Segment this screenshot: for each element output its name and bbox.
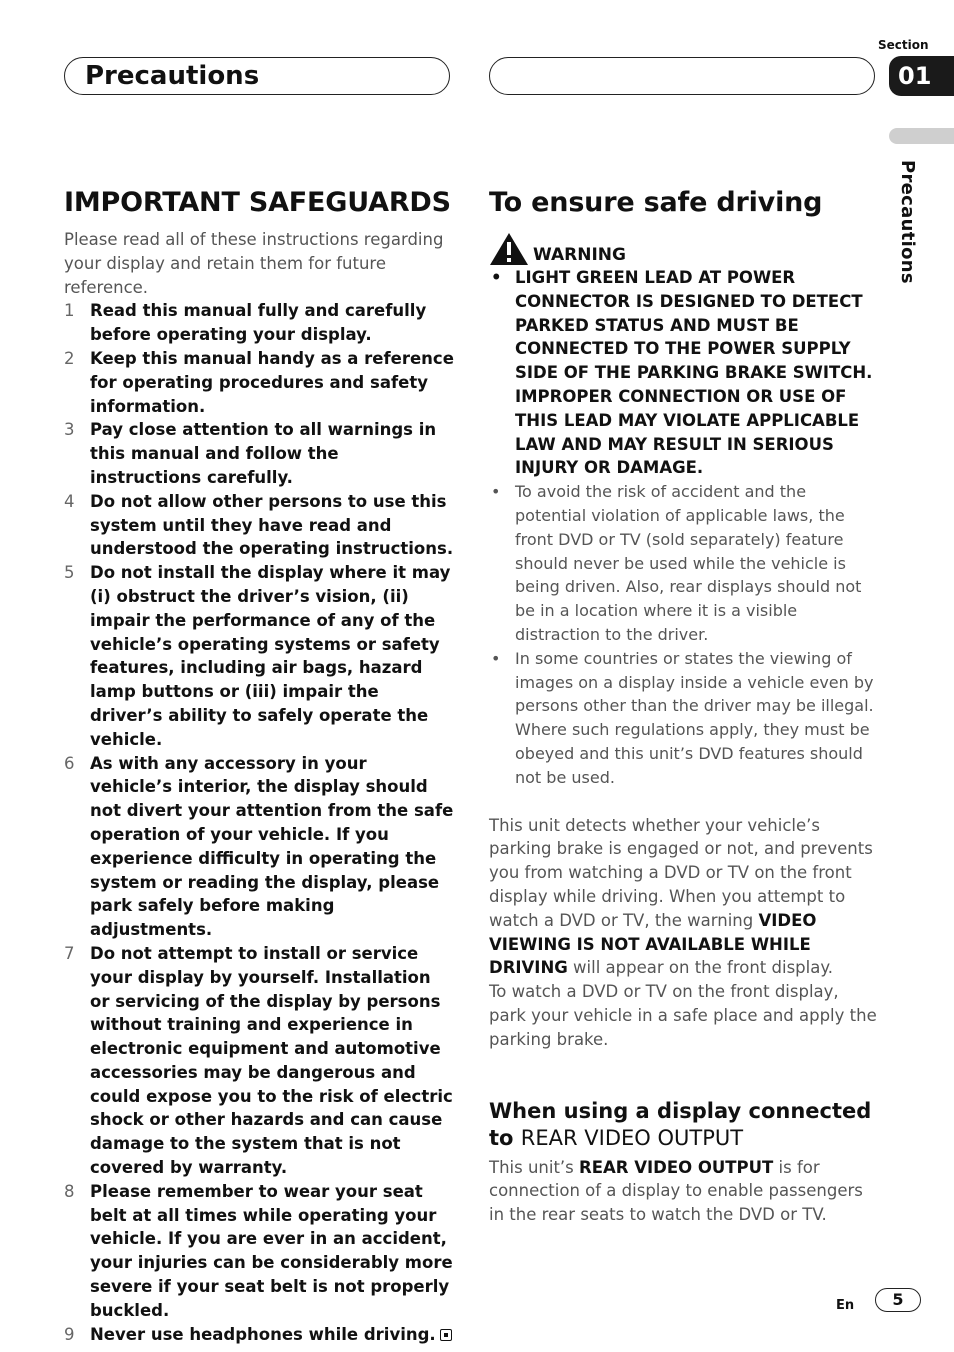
item-text: Never use headphones while driving.: [90, 1324, 436, 1344]
language-label: En: [836, 1298, 855, 1313]
bullet-text: To avoid the risk of accident and the potential violation of applicable laws, the front DVD or TV (sold separately) feature should never be used while the vehicle is being driven. Also, rear displays should not be in a location where it is a visible distraction to the driver.: [515, 482, 862, 644]
para-text: will appear on the front display.: [567, 958, 833, 978]
important-safeguards-heading: IMPORTANT SAFEGUARDS: [64, 187, 451, 218]
list-item: [64, 490, 454, 561]
para-text: is for connection of a display to enable passengers in the rear seats to watch the DVD or TV.: [489, 1157, 863, 1225]
item-number: 7: [64, 943, 75, 963]
list-item: [64, 299, 454, 347]
page-number: 5: [875, 1288, 921, 1312]
right-column: [489, 186, 879, 1227]
safeguards-list: [64, 299, 454, 1346]
warning-header: [489, 232, 879, 266]
side-label: Precautions: [897, 160, 918, 284]
subheading-term: REAR VIDEO OUTPUT: [520, 1125, 744, 1150]
warning-label: WARNING: [533, 245, 626, 265]
item-number: 3: [64, 420, 75, 440]
rear-video-paragraph: [489, 1156, 879, 1227]
list-item: [489, 266, 879, 480]
item-number: 8: [64, 1181, 75, 1201]
item-text: As with any accessory in your vehicle’s interior, the display should not divert your attention from the safe operation of your vehicle. If you experience difficulty in operating the system or reading the display, please park safely before making adjustments.: [90, 753, 454, 940]
subheading-text: When using a display connected to: [489, 1098, 872, 1150]
item-number: 9: [64, 1324, 75, 1344]
bullet-icon: •: [491, 648, 501, 668]
item-text: Do not install the display where it may (i) obstruct the driver’s vision, (ii) impair the performance of any of the vehicle’s operating systems or safety features, including air bags, hazard lamp buttons or (iii) impair the driver’s ability to safely operate the vehicle.: [90, 563, 451, 749]
rear-video-term: REAR VIDEO OUTPUT: [579, 1157, 774, 1177]
para-text: This unit’s: [489, 1157, 580, 1177]
parking-brake-paragraph: [489, 814, 879, 981]
section-label: Section: [878, 38, 929, 52]
item-number: 4: [64, 491, 75, 511]
side-tab-bar: [889, 128, 954, 144]
warning-main-text: LIGHT GREEN LEAD AT POWER CONNECTOR IS DESIGNED TO DETECT PARKED STATUS AND MUST BE CONNECTED TO THE POWER SUPPLY SIDE OF THE PARKING BRAKE SWITCH. IMPROPER CONNECTION OR USE OF THIS LEAD MAY VIOLATE APPLICABLE LAW AND MAY RESULT IN SERIOUS INJURY OR DAMAGE.: [515, 268, 873, 478]
bullet-icon: •: [491, 482, 501, 502]
warning-triangle-icon: [489, 232, 529, 266]
end-mark-icon: [440, 1329, 452, 1341]
list-item: [64, 1323, 454, 1347]
item-number: 5: [64, 563, 75, 583]
page-title: Precautions: [85, 61, 260, 91]
para-text: This unit detects whether your vehicle’s parking brake is engaged or not, and prevents you from watching a DVD or TV on the front display while driving. When you attempt to watch a DVD or TV, the warning: [489, 815, 873, 930]
item-text: Do not allow other persons to use this system until they have read and understood the operating instructions.: [90, 491, 454, 559]
left-column: [64, 186, 454, 1346]
header-empty-frame: [489, 57, 875, 95]
item-text: Read this manual fully and carefully before operating your display.: [90, 301, 427, 345]
list-item: [64, 942, 454, 1180]
section-number: 01: [898, 62, 932, 90]
list-item: [489, 480, 879, 647]
item-text: Please remember to wear your seat belt at all times while operating your vehicle. If you are ever in an accident, your injuries can be considerably more severe if your seat belt is not properly buckled.: [90, 1181, 453, 1320]
bullet-text: In some countries or states the viewing of images on a display inside a vehicle even by persons other than the driver may be illegal. Where such regulations apply, they must be obeyed and this unit’s DVD features should not be used.: [515, 648, 874, 787]
item-number: 1: [64, 301, 75, 321]
list-item: [64, 1180, 454, 1323]
safe-driving-heading: To ensure safe driving: [489, 187, 823, 218]
list-item: [64, 561, 454, 751]
list-item: [489, 647, 879, 790]
list-item: [64, 418, 454, 489]
item-text: Pay close attention to all warnings in this manual and follow the instructions carefully.: [90, 420, 437, 487]
rear-video-subheading: [489, 1098, 879, 1152]
list-item: [64, 347, 454, 418]
item-number: 6: [64, 753, 75, 773]
park-vehicle-paragraph: To watch a DVD or TV on the front display, park your vehicle in a safe place and apply the parking brake.: [489, 982, 877, 1049]
intro-text: Please read all of these instructions regarding your display and retain them for future reference.: [64, 230, 444, 297]
item-text: Keep this manual handy as a reference for operating procedures and safety information.: [90, 348, 454, 416]
list-item: [64, 752, 454, 942]
warning-list: [489, 266, 879, 790]
warning-message-text: VIDEO VIEWING IS NOT AVAILABLE WHILE DRIVING: [489, 910, 817, 978]
bullet-icon: •: [491, 268, 502, 287]
item-number: 2: [64, 348, 75, 368]
item-text: Do not attempt to install or service your display by yourself. Installation or servicing of the display by persons without training and experience in electronic equipment and automotive accessories may be dangerous and could expose you to the risk of electric shock or other hazards and can cause damage to the system that is not covered by warranty.: [90, 943, 453, 1178]
